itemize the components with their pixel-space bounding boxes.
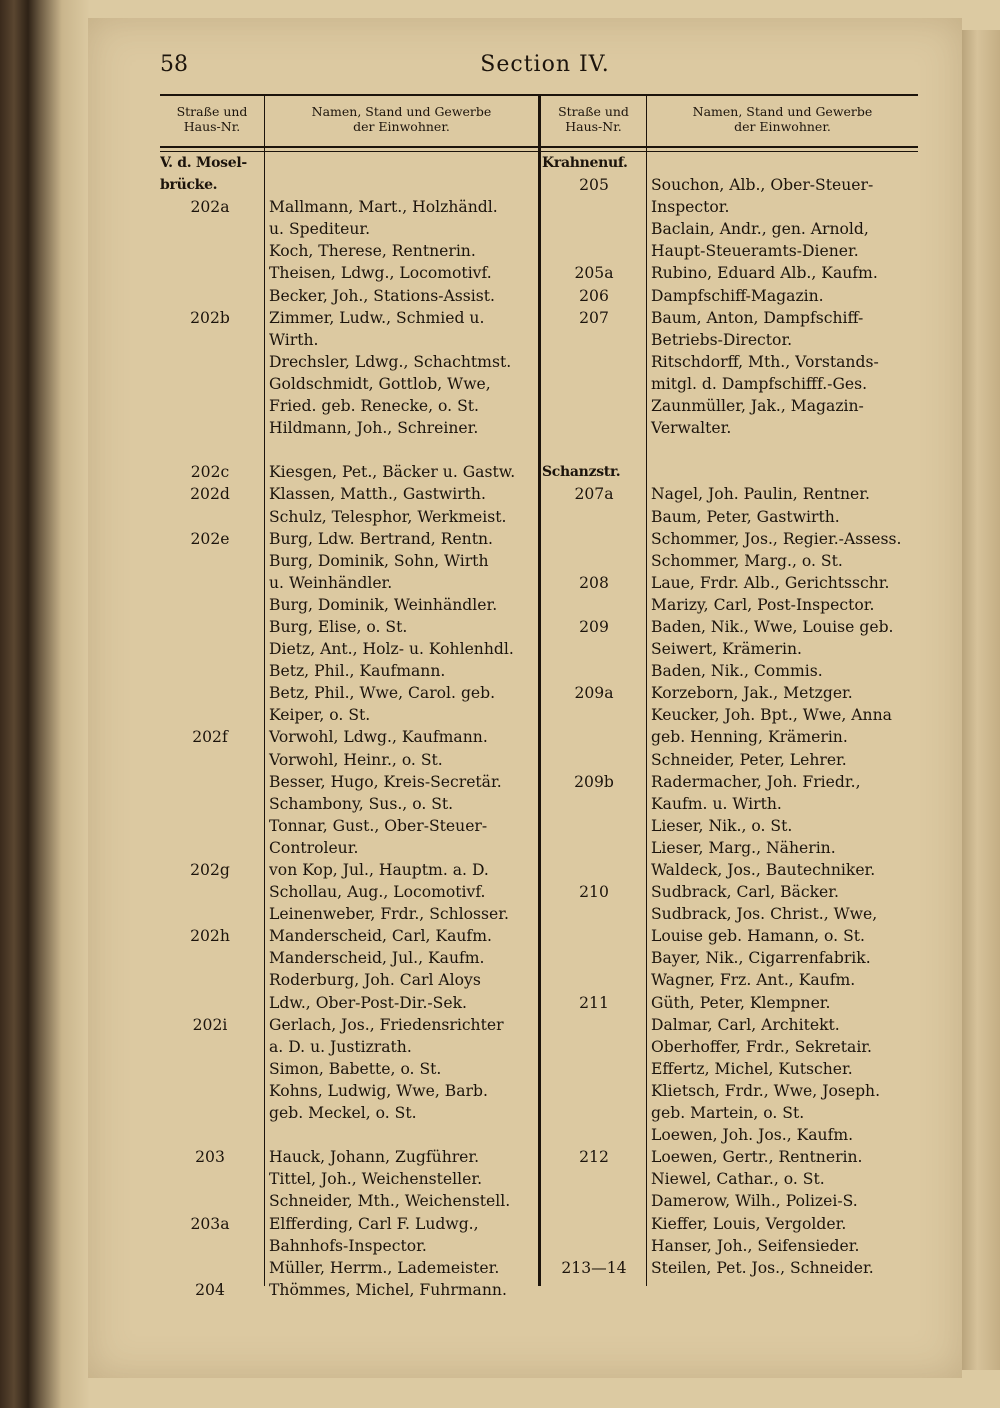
house-number <box>160 506 260 528</box>
left-residents <box>266 152 538 1301</box>
resident-entry: Baum, Peter, Gastwirth. <box>651 507 840 526</box>
resident-entry: Kohns, Ludwig, Wwe, Barb. <box>269 1081 488 1100</box>
house-number <box>542 218 646 240</box>
house-number: 205a <box>574 264 614 283</box>
house-number <box>542 859 646 881</box>
house-number <box>542 793 646 815</box>
resident-entry: u. Weinhändler. <box>269 573 393 592</box>
house-number <box>542 1080 646 1102</box>
next-page-edge <box>962 30 1000 1370</box>
header-names-line1: Namen, Stand und Gewerbe <box>311 104 492 119</box>
house-number <box>160 373 260 395</box>
house-number <box>542 196 646 218</box>
house-number <box>160 992 260 1014</box>
resident-entry: Burg, Dominik, Weinhändler. <box>269 595 498 614</box>
house-number: 202e <box>190 529 230 548</box>
header-street-line2: Haus-Nr. <box>183 119 241 134</box>
house-number <box>160 815 260 837</box>
resident-entry: Baclain, Andr., gen. Arnold, <box>651 220 869 239</box>
house-number <box>542 1213 646 1235</box>
house-number <box>542 528 646 550</box>
house-number <box>542 506 646 528</box>
house-number <box>542 638 646 660</box>
header-street-left <box>160 104 264 134</box>
house-number: 209a <box>574 684 614 703</box>
house-number <box>160 1168 260 1190</box>
resident-entry: u. Spediteur. <box>269 220 371 239</box>
resident-entry: Steilen, Pet. Jos., Schneider. <box>651 1258 874 1277</box>
house-number <box>542 726 646 748</box>
header-names-line2: der Einwohner. <box>353 119 450 134</box>
house-number <box>160 1036 260 1058</box>
house-number <box>160 793 260 815</box>
resident-entry: Dietz, Ant., Holz- u. Kohlenhdl. <box>269 640 514 659</box>
resident-entry: Burg, Ldw. Bertrand, Rentn. <box>269 529 493 548</box>
house-number <box>160 329 260 351</box>
house-number <box>542 1190 646 1212</box>
resident-entry: Elfferding, Carl F. Ludwg., <box>269 1214 479 1233</box>
resident-entry: Roderburg, Joh. Carl Aloys <box>269 971 481 990</box>
house-number: 202i <box>192 1015 228 1034</box>
resident-entry: Zaunmüller, Jak., Magazin- <box>651 397 864 416</box>
resident-entry: Louise geb. Hamann, o. St. <box>651 927 865 946</box>
house-number: 207a <box>574 485 614 504</box>
resident-entry: Besser, Hugo, Kreis-Secretär. <box>269 772 502 791</box>
house-number <box>160 594 260 616</box>
resident-entry: von Kop, Jul., Hauptm. a. D. <box>269 861 489 879</box>
resident-entry: Korzeborn, Jak., Metzger. <box>651 684 853 703</box>
house-number: 203 <box>195 1148 225 1167</box>
resident-entry <box>266 1124 538 1146</box>
resident-entry: Klassen, Matth., Gastwirth. <box>269 485 486 504</box>
directory-table <box>160 94 918 1299</box>
right-house-numbers <box>542 152 646 1301</box>
right-residents <box>648 152 918 1279</box>
resident-entry: Baden, Nik., Wwe, Louise geb. <box>651 617 894 636</box>
resident-entry <box>648 461 918 483</box>
resident-entry: Hildmann, Joh., Schreiner. <box>269 419 479 438</box>
house-number <box>542 969 646 991</box>
house-number <box>160 1124 260 1146</box>
resident-entry: Sudbrack, Jos. Christ., Wwe, <box>651 905 878 924</box>
resident-entry: Sudbrack, Carl, Bäcker. <box>651 883 839 902</box>
resident-entry: Manderscheid, Jul., Kaufm. <box>269 949 485 968</box>
resident-entry: Marizy, Carl, Post-Inspector. <box>651 595 875 614</box>
resident-entry: Loewen, Gertr., Rentnerin. <box>651 1148 863 1167</box>
resident-entry: Haupt-Steueramts-Diener. <box>651 242 859 261</box>
page-number: 58 <box>160 52 188 77</box>
street-name: Krahnenuf. <box>542 155 628 171</box>
house-number <box>542 749 646 771</box>
header-street-line1: Straße und <box>176 104 248 119</box>
house-number <box>542 395 646 417</box>
resident-entry: Betz, Phil., Wwe, Carol. geb. <box>269 684 496 703</box>
resident-entry <box>266 439 538 461</box>
house-number: 202h <box>190 927 230 946</box>
house-number <box>160 749 260 771</box>
resident-entry: Fried. geb. Renecke, o. St. <box>269 397 479 416</box>
house-number: 205 <box>579 176 609 195</box>
resident-entry: Controleur. <box>269 838 359 857</box>
house-number: 202a <box>190 198 230 217</box>
house-number <box>542 373 646 395</box>
resident-entry: Lieser, Marg., Näherin. <box>651 838 836 857</box>
house-number: 213—14 <box>561 1258 627 1277</box>
resident-entry: Inspector. <box>651 198 730 217</box>
street-name: Schanzstr. <box>542 464 621 481</box>
house-number <box>160 285 260 307</box>
house-number <box>160 1257 260 1279</box>
resident-entry: Ritschdorff, Mth., Vorstands- <box>651 352 879 371</box>
resident-entry: Simon, Babette, o. St. <box>269 1059 442 1078</box>
house-number <box>160 550 260 572</box>
resident-entry: Betz, Phil., Kaufmann. <box>269 662 446 681</box>
section-title: Section IV. <box>480 52 610 77</box>
house-number <box>542 1279 646 1301</box>
resident-entry <box>266 174 538 196</box>
house-number <box>542 837 646 859</box>
house-number <box>160 837 260 859</box>
resident-entry: Dalmar, Carl, Architekt. <box>651 1015 840 1034</box>
street-name: V. d. Mosel- <box>160 155 247 171</box>
house-number <box>160 881 260 903</box>
house-number <box>542 903 646 925</box>
resident-entry: Rubino, Eduard Alb., Kaufm. <box>651 264 878 283</box>
house-number <box>160 1058 260 1080</box>
house-number <box>160 395 260 417</box>
resident-entry: Schambony, Sus., o. St. <box>269 794 454 813</box>
col-divider-2 <box>538 94 541 1286</box>
house-number <box>542 550 646 572</box>
house-number <box>542 660 646 682</box>
resident-entry: Waldeck, Jos., Bautechniker. <box>651 861 876 879</box>
house-number <box>160 1080 260 1102</box>
house-number <box>542 1058 646 1080</box>
resident-entry: Radermacher, Joh. Friedr., <box>651 772 861 791</box>
house-number: 210 <box>579 883 609 902</box>
header-names-line1: Namen, Stand und Gewerbe <box>692 104 873 119</box>
resident-entry: Mallmann, Mart., Holzhändl. <box>269 198 498 217</box>
house-number <box>542 329 646 351</box>
resident-entry: Nagel, Joh. Paulin, Rentner. <box>651 485 870 504</box>
resident-entry: Loewen, Joh. Jos., Kaufm. <box>651 1126 854 1145</box>
resident-entry: Ldw., Ober-Post-Dir.-Sek. <box>269 993 467 1012</box>
house-number <box>160 439 260 461</box>
resident-entry: Bahnhofs-Inspector. <box>269 1236 427 1255</box>
resident-entry: Klietsch, Frdr., Wwe, Joseph. <box>651 1081 881 1100</box>
house-number: 208 <box>579 573 609 592</box>
house-number <box>542 1102 646 1124</box>
house-number: 204 <box>195 1280 225 1299</box>
house-number <box>160 218 260 240</box>
resident-entry: Oberhoffer, Frdr., Sekretair. <box>651 1037 872 1056</box>
resident-entry: Laue, Frdr. Alb., Gerichtsschr. <box>651 573 890 592</box>
resident-entry: Seiwert, Krämerin. <box>651 640 802 659</box>
house-number <box>542 351 646 373</box>
house-number <box>542 704 646 726</box>
resident-entry: Damerow, Wilh., Polizei-S. <box>651 1192 858 1211</box>
resident-entry: Schneider, Mth., Weichenstell. <box>269 1192 511 1211</box>
resident-entry: Zimmer, Ludw., Schmied u. <box>269 308 485 327</box>
house-number: 202d <box>190 485 230 504</box>
house-number <box>160 969 260 991</box>
resident-entry: Müller, Herrm., Lademeister. <box>269 1258 500 1277</box>
house-number: 202b <box>190 308 230 327</box>
resident-entry: Betriebs-Director. <box>651 330 793 349</box>
resident-entry: Kieffer, Louis, Vergolder. <box>651 1214 847 1233</box>
resident-entry: Keiper, o. St. <box>269 706 371 725</box>
header-names-right <box>647 104 918 134</box>
resident-entry: Niewel, Cathar., o. St. <box>651 1170 825 1189</box>
header-names-left <box>265 104 538 134</box>
house-number <box>160 903 260 925</box>
resident-entry: Vorwohl, Heinr., o. St. <box>269 750 443 769</box>
house-number <box>160 240 260 262</box>
resident-entry <box>648 152 918 174</box>
resident-entry: Bayer, Nik., Cigarrenfabrik. <box>651 949 871 968</box>
resident-entry: Hanser, Joh., Seifensieder. <box>651 1236 860 1255</box>
house-number <box>160 262 260 284</box>
house-number <box>542 417 646 439</box>
house-number <box>542 815 646 837</box>
house-number: 206 <box>579 286 609 305</box>
resident-entry: Tonnar, Gust., Ober-Steuer- <box>269 816 488 835</box>
house-number: 202c <box>190 463 230 482</box>
house-number <box>542 1036 646 1058</box>
house-number <box>542 1235 646 1257</box>
house-number <box>160 1102 260 1124</box>
resident-entry: Schommer, Jos., Regier.-Assess. <box>651 529 902 548</box>
header-street-line2: Haus-Nr. <box>565 119 622 134</box>
resident-entry: Wagner, Frz. Ant., Kaufm. <box>651 971 856 990</box>
resident-entry: Lieser, Nik., o. St. <box>651 816 793 835</box>
resident-entry: Keucker, Joh. Bpt., Wwe, Anna <box>651 706 892 725</box>
resident-entry: Dampfschiff-Magazin. <box>651 286 824 305</box>
resident-entry <box>266 152 538 174</box>
resident-entry: geb. Henning, Krämerin. <box>651 728 848 747</box>
house-number <box>542 947 646 969</box>
house-number <box>542 925 646 947</box>
resident-entry: Effertz, Michel, Kutscher. <box>651 1059 853 1078</box>
house-number <box>160 771 260 793</box>
resident-entry: Thömmes, Michel, Fuhrmann. <box>269 1280 507 1299</box>
resident-entry: Vorwohl, Ldwg., Kaufmann. <box>269 728 488 747</box>
house-number <box>160 1190 260 1212</box>
house-number <box>160 947 260 969</box>
col-divider-3 <box>646 94 647 1286</box>
resident-entry: Burg, Dominik, Sohn, Wirth <box>269 551 489 570</box>
house-number: 202g <box>190 861 230 879</box>
resident-entry: Souchon, Alb., Ober-Steuer- <box>651 176 874 195</box>
header-street-line1: Straße und <box>558 104 629 119</box>
house-number: 202f <box>192 728 228 747</box>
header-names-line2: der Einwohner. <box>734 119 831 134</box>
house-number <box>542 1124 646 1146</box>
resident-entry: Verwalter. <box>651 419 732 438</box>
resident-entry <box>648 439 918 461</box>
house-number <box>160 660 260 682</box>
resident-entry: Schulz, Telesphor, Werkmeist. <box>269 507 507 526</box>
resident-entry: Schommer, Marg., o. St. <box>651 551 843 570</box>
resident-entry: Theisen, Ldwg., Locomotivf. <box>269 264 492 283</box>
resident-entry: Leinenweber, Frdr., Schlosser. <box>269 905 509 924</box>
resident-entry: Güth, Peter, Klempner. <box>651 993 831 1012</box>
house-number <box>542 1168 646 1190</box>
house-number: 209b <box>574 772 614 791</box>
resident-entry: mitgl. d. Dampfschifff.-Ges. <box>651 374 868 393</box>
house-number: 203a <box>190 1214 230 1233</box>
resident-entry: Becker, Joh., Stations-Assist. <box>269 286 495 305</box>
house-number <box>160 682 260 704</box>
resident-entry: geb. Martein, o. St. <box>651 1104 805 1123</box>
header-street-right <box>541 104 646 134</box>
resident-entry: Manderscheid, Carl, Kaufm. <box>269 927 492 946</box>
street-name: brücke. <box>160 177 218 194</box>
resident-entry: Goldschmidt, Gottlob, Wwe, <box>269 374 491 393</box>
resident-entry: a. D. u. Justizrath. <box>269 1037 412 1056</box>
house-number: 207 <box>579 308 609 327</box>
house-number: 209 <box>579 617 609 636</box>
resident-entry: Burg, Elise, o. St. <box>269 617 408 636</box>
house-number <box>542 439 646 461</box>
house-number <box>542 1014 646 1036</box>
resident-entry: Gerlach, Jos., Friedensrichter <box>269 1015 504 1034</box>
house-number: 212 <box>579 1148 609 1167</box>
house-number <box>160 704 260 726</box>
resident-entry: geb. Meckel, o. St. <box>269 1104 417 1123</box>
house-number <box>160 1235 260 1257</box>
col-divider-1 <box>264 94 265 1286</box>
resident-entry: Kaufm. u. Wirth. <box>651 794 782 813</box>
resident-entry: Wirth. <box>269 330 319 349</box>
resident-entry: Kiesgen, Pet., Bäcker u. Gastw. <box>269 463 516 482</box>
house-number: 211 <box>579 993 609 1012</box>
house-number <box>160 616 260 638</box>
page-header <box>160 52 930 84</box>
resident-entry: Tittel, Joh., Weichensteller. <box>269 1170 483 1189</box>
resident-entry: Baum, Anton, Dampfschiff- <box>651 308 864 327</box>
house-number <box>160 417 260 439</box>
house-number <box>160 572 260 594</box>
resident-entry: Hauck, Johann, Zugführer. <box>269 1148 480 1167</box>
resident-entry: Koch, Therese, Rentnerin. <box>269 242 476 261</box>
house-number <box>160 638 260 660</box>
resident-entry: Schollau, Aug., Locomotivf. <box>269 883 486 902</box>
resident-entry: Schneider, Peter, Lehrer. <box>651 750 847 769</box>
house-number <box>542 594 646 616</box>
resident-entry: Drechsler, Ldwg., Schachtmst. <box>269 352 512 371</box>
house-number <box>160 351 260 373</box>
house-number <box>542 240 646 262</box>
resident-entry: Baden, Nik., Commis. <box>651 662 823 681</box>
left-house-numbers <box>160 152 260 1301</box>
